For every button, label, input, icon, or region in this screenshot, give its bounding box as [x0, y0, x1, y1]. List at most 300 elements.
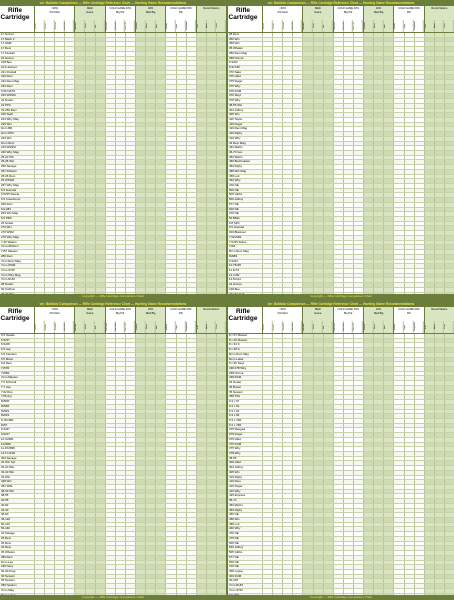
- table-cell: [272, 61, 282, 65]
- table-cell: [105, 358, 115, 362]
- table-cell: [115, 123, 125, 127]
- table-cell: [282, 75, 292, 79]
- table-cell: [155, 428, 165, 432]
- table-cell: [165, 457, 175, 461]
- table-cell: [196, 274, 206, 278]
- table-cell: [165, 137, 175, 141]
- table-cell: [333, 38, 343, 42]
- table-cell: [125, 184, 135, 188]
- column-header: Deer: [85, 321, 95, 333]
- table-cell: [64, 66, 74, 70]
- table-cell: [74, 551, 84, 555]
- table-cell: [424, 66, 434, 70]
- table-cell: [155, 405, 165, 409]
- table-cell: [292, 208, 302, 212]
- table-cell: [74, 376, 84, 380]
- table-cell: [444, 231, 454, 235]
- table-cell: [206, 269, 216, 273]
- table-cell: [145, 184, 155, 188]
- table-cell: [135, 395, 145, 399]
- table-cell: [313, 109, 323, 113]
- table-cell: [85, 198, 95, 202]
- table-cell: [54, 372, 64, 376]
- table-cell: [292, 236, 302, 240]
- table-cell: [404, 80, 414, 84]
- table-cell: [333, 255, 343, 259]
- table-cell: [313, 33, 323, 37]
- table-cell: [34, 61, 44, 65]
- table-cell: [282, 94, 292, 98]
- cartridge-name: 35 Whelen: [1, 551, 15, 555]
- table-cell: [282, 170, 292, 174]
- table-cell: [292, 175, 302, 179]
- table-cell: [64, 584, 74, 588]
- table-cell: [262, 250, 272, 254]
- table-cell: [424, 189, 434, 193]
- table-cell: [383, 57, 393, 61]
- table-cell: [54, 400, 64, 404]
- cartridge-name: 7.62x54R: [229, 235, 242, 239]
- table-cell: [343, 151, 353, 155]
- table-cell: [95, 513, 105, 517]
- table-cell: [135, 80, 145, 84]
- table-cell: [105, 395, 115, 399]
- table-cell: [383, 386, 393, 390]
- table-cell: [105, 334, 115, 338]
- table-cell: [404, 358, 414, 362]
- table-cell: [343, 217, 353, 221]
- table-cell: [404, 160, 414, 164]
- table-cell: [34, 391, 44, 395]
- table-cell: [216, 151, 226, 155]
- table-cell: [64, 339, 74, 343]
- table-cell: [155, 438, 165, 442]
- table-cell: [186, 476, 196, 480]
- table-cell: [282, 189, 292, 193]
- table-cell: [414, 90, 424, 94]
- table-cell: [414, 245, 424, 249]
- table-cell: [85, 542, 95, 546]
- table-cell: [363, 339, 373, 343]
- table-cell: [196, 278, 206, 282]
- table-cell: [54, 165, 64, 169]
- table-cell: [95, 367, 105, 371]
- table-cell: [95, 123, 105, 127]
- table-cell: [404, 104, 414, 108]
- table-cell: [125, 343, 135, 347]
- table-cell: [216, 509, 226, 513]
- table-cell: [424, 353, 434, 357]
- table-cell: [353, 104, 363, 108]
- table-cell: [95, 372, 105, 376]
- table-cell: [444, 42, 454, 46]
- column-header: 15-30: [263, 20, 273, 32]
- table-cell: [363, 104, 373, 108]
- table-cell: [186, 127, 196, 131]
- table-cell: [216, 480, 226, 484]
- table-cell: [343, 348, 353, 352]
- table-cell: [145, 288, 155, 292]
- table-cell: [404, 334, 414, 338]
- table-cell: [155, 170, 165, 174]
- table-cell: [135, 461, 145, 465]
- table-cell: [186, 52, 196, 56]
- table-cell: [323, 94, 333, 98]
- table-cell: [343, 381, 353, 385]
- table-cell: [74, 113, 84, 117]
- table-cell: [323, 372, 333, 376]
- table-cell: [196, 38, 206, 42]
- column-header: 100-200: [64, 321, 74, 333]
- table-cell: [85, 386, 95, 390]
- table-cell: [105, 443, 115, 447]
- table-cell: [105, 94, 115, 98]
- table-cell: [95, 203, 105, 207]
- table-cell: [145, 523, 155, 527]
- table-cell: [444, 217, 454, 221]
- table-cell: [125, 518, 135, 522]
- table-cell: [186, 343, 196, 347]
- table-cell: [105, 570, 115, 574]
- column-header: Varmint: [75, 20, 85, 32]
- table-cell: [313, 160, 323, 164]
- table-cell: [95, 66, 105, 70]
- table-cell: [95, 343, 105, 347]
- cartridge-name: 35 Newton: [1, 579, 15, 583]
- table-cell: [186, 104, 196, 108]
- table-cell: [34, 109, 44, 113]
- table-cell: [105, 339, 115, 343]
- table-cell: [44, 250, 54, 254]
- table-cell: [282, 334, 292, 338]
- table-cell: [34, 334, 44, 338]
- cartridge-name: 7mm Rem Mag: [1, 259, 21, 263]
- table-cell: [44, 278, 54, 282]
- table-cell: [85, 236, 95, 240]
- table-cell: [145, 264, 155, 268]
- table-cell: [145, 348, 155, 352]
- table-cell: [44, 212, 54, 216]
- table-cell: [206, 490, 216, 494]
- table-cell: [34, 250, 44, 254]
- table-cell: [196, 33, 206, 37]
- table-cell: [414, 47, 424, 51]
- table-cell: [206, 395, 216, 399]
- table-cell: [64, 142, 74, 146]
- table-cell: [196, 461, 206, 465]
- table-cell: [64, 476, 74, 480]
- table-cell: [323, 283, 333, 287]
- table-cell: [105, 532, 115, 536]
- table-cell: [95, 231, 105, 235]
- table-cell: [85, 485, 95, 489]
- table-cell: [125, 165, 135, 169]
- column-groups: [262, 307, 454, 333]
- table-cell: [302, 179, 312, 183]
- table-cell: [34, 527, 44, 531]
- table-cell: [95, 113, 105, 117]
- table-cell: [85, 80, 95, 84]
- table-cell: [363, 85, 373, 89]
- cartridge-name: 8x68S: [229, 254, 238, 258]
- table-cell: [145, 189, 155, 193]
- cartridge-name: 26 Nosler: [1, 221, 14, 225]
- table-cell: [393, 75, 403, 79]
- table-cell: [34, 57, 44, 61]
- table-cell: [353, 353, 363, 357]
- table-cell: [424, 94, 434, 98]
- table-cell: [186, 151, 196, 155]
- cartridge-name: 17 Fireball: [1, 51, 15, 55]
- table-cell: [54, 245, 64, 249]
- table-cell: [145, 226, 155, 230]
- table-cell: [302, 348, 312, 352]
- table-cell: [282, 175, 292, 179]
- table-cell: [302, 208, 312, 212]
- chart-header: [0, 6, 226, 33]
- table-cell: [313, 170, 323, 174]
- column-group-label: 40%: [375, 7, 382, 10]
- table-cell: [44, 160, 54, 164]
- table-cell: [34, 556, 44, 560]
- table-cell: [262, 85, 272, 89]
- table-cell: [34, 80, 44, 84]
- table-cell: [216, 471, 226, 475]
- table-cell: [145, 222, 155, 226]
- table-cell: [333, 391, 343, 395]
- cartridge-name: 11x59R: [1, 442, 11, 446]
- table-cell: [216, 358, 226, 362]
- table-cell: [165, 570, 175, 574]
- table-cell: [333, 343, 343, 347]
- column-group-label: MED: [314, 7, 321, 10]
- table-cell: [373, 71, 383, 75]
- table-cell: [176, 414, 186, 418]
- table-cell: [176, 156, 186, 160]
- table-cell: [115, 419, 125, 423]
- table-cell: [206, 480, 216, 484]
- table-cell: [155, 565, 165, 569]
- table-cell: [85, 381, 95, 385]
- table-cell: [196, 226, 206, 230]
- table-cell: [323, 160, 333, 164]
- table-cell: [155, 372, 165, 376]
- table-cell: [272, 358, 282, 362]
- table-cell: [115, 61, 125, 65]
- table-cell: [216, 47, 226, 51]
- table-cell: [85, 372, 95, 376]
- table-cell: [262, 283, 272, 287]
- table-cell: [115, 537, 125, 541]
- table-cell: [302, 217, 312, 221]
- table-cell: [165, 339, 175, 343]
- table-cell: [206, 142, 216, 146]
- cartridge-name: 8mm Lebel: [229, 357, 244, 361]
- table-cell: [44, 447, 54, 451]
- table-cell: [272, 245, 282, 249]
- column-header: Bear: [146, 20, 156, 32]
- table-cell: [216, 457, 226, 461]
- table-cell: [105, 47, 115, 51]
- table-cell: [74, 452, 84, 456]
- table-cell: [292, 260, 302, 264]
- table-cell: [444, 274, 454, 278]
- table-cell: [196, 222, 206, 226]
- table-cell: [302, 184, 312, 188]
- table-cell: [115, 466, 125, 470]
- table-cell: [165, 400, 175, 404]
- table-cell: [125, 127, 135, 131]
- table-cell: [135, 561, 145, 565]
- table-cell: [125, 443, 135, 447]
- table-cell: [424, 146, 434, 150]
- table-cell: [85, 33, 95, 37]
- table-cell: [262, 212, 272, 216]
- table-cell: [393, 288, 403, 292]
- table-cell: [115, 542, 125, 546]
- chart-footer: Copyright — Rifle Cartridge Comparison Chart: [228, 294, 454, 299]
- table-cell: [444, 99, 454, 103]
- table-cell: [353, 109, 363, 113]
- title-line-2: Cartridge: [228, 315, 258, 322]
- table-cell: [145, 334, 155, 338]
- table-cell: [95, 42, 105, 46]
- table-cell: [414, 80, 424, 84]
- table-cell: [343, 71, 353, 75]
- table-cell: [196, 362, 206, 366]
- table-cell: [282, 52, 292, 56]
- table-cell: [34, 428, 44, 432]
- table-cell: [393, 165, 403, 169]
- table-cell: [34, 222, 44, 226]
- table-cell: [373, 47, 383, 51]
- table-cell: [404, 217, 414, 221]
- cartridge-name: 221 Fireball: [1, 70, 17, 74]
- table-cell: [282, 226, 292, 230]
- table-cell: [155, 203, 165, 207]
- table-cell: [343, 193, 353, 197]
- table-cell: [216, 570, 226, 574]
- table-cell: [313, 66, 323, 70]
- table-cell: [155, 222, 165, 226]
- column-header: ft-lb: [197, 20, 207, 32]
- table-cell: [135, 480, 145, 484]
- table-cell: [383, 255, 393, 259]
- table-cell: [292, 94, 302, 98]
- table-cell: [333, 156, 343, 160]
- table-cell: [206, 570, 216, 574]
- table-cell: [434, 132, 444, 136]
- table-cell: [343, 38, 353, 42]
- table-cell: [262, 372, 272, 376]
- table-cell: [206, 367, 216, 371]
- title-line-1: Rifle: [7, 7, 23, 14]
- table-cell: [34, 490, 44, 494]
- table-cell: [393, 146, 403, 150]
- column-group-label: COLD GAME 60%: [398, 308, 420, 311]
- table-cell: [383, 269, 393, 273]
- table-cell: [44, 85, 54, 89]
- table-cell: [176, 376, 186, 380]
- table-cell: [292, 372, 302, 376]
- table-cell: [105, 104, 115, 108]
- table-cell: [85, 170, 95, 174]
- table-cell: [165, 123, 175, 127]
- table-cell: [44, 391, 54, 395]
- table-cell: [444, 118, 454, 122]
- column-header: Cost: [216, 321, 226, 333]
- table-cell: [424, 42, 434, 46]
- table-cell: [353, 118, 363, 122]
- table-cell: [145, 424, 155, 428]
- table-cell: [105, 381, 115, 385]
- table-cell: [424, 339, 434, 343]
- table-cell: [343, 358, 353, 362]
- table-cell: [155, 189, 165, 193]
- table-cell: [404, 127, 414, 131]
- table-cell: [64, 203, 74, 207]
- cartridge-name: 225 Win: [1, 122, 12, 126]
- column-header: Bear: [374, 321, 384, 333]
- cartridge-name: 25-06 Rem: [1, 174, 16, 178]
- table-cell: [343, 231, 353, 235]
- table-cell: [64, 579, 74, 583]
- table-cell: [196, 485, 206, 489]
- table-cell: [216, 260, 226, 264]
- table-cell: [165, 118, 175, 122]
- table-cell: [54, 269, 64, 273]
- table-cell: [196, 419, 206, 423]
- table-cell: [105, 391, 115, 395]
- cartridge-name: 6.5 Grendel: [229, 226, 245, 230]
- table-cell: [292, 193, 302, 197]
- table-cell: [404, 38, 414, 42]
- table-cell: [282, 142, 292, 146]
- table-cell: [373, 212, 383, 216]
- cartridge-name: 264 Win Mag: [1, 212, 19, 216]
- table-cell: [373, 118, 383, 122]
- table-cell: [155, 90, 165, 94]
- table-cell: [313, 358, 323, 362]
- table-cell: [176, 367, 186, 371]
- table-cell: [353, 348, 363, 352]
- table-cell: [216, 109, 226, 113]
- table-cell: [155, 339, 165, 343]
- column-group-label: Recoil Meters: [203, 308, 220, 311]
- table-cell: [333, 99, 343, 103]
- column-header: Elephant: [186, 20, 196, 32]
- table-cell: [414, 226, 424, 230]
- table-cell: [176, 198, 186, 202]
- table-cell: [424, 80, 434, 84]
- table-cell: [74, 118, 84, 122]
- table-cell: [176, 80, 186, 84]
- column-header: 30-60: [45, 20, 55, 32]
- table-cell: [44, 504, 54, 508]
- column-header: 60-100: [283, 20, 293, 32]
- table-cell: [44, 175, 54, 179]
- table-cell: [302, 80, 312, 84]
- table-cell: [74, 170, 84, 174]
- cartridge-name: 33 Win: [1, 475, 10, 479]
- table-cell: [135, 175, 145, 179]
- table-cell: [424, 61, 434, 65]
- table-cell: [95, 260, 105, 264]
- table-cell: [176, 504, 186, 508]
- table-cell: [44, 527, 54, 531]
- table-cell: [313, 156, 323, 160]
- table-cell: [186, 372, 196, 376]
